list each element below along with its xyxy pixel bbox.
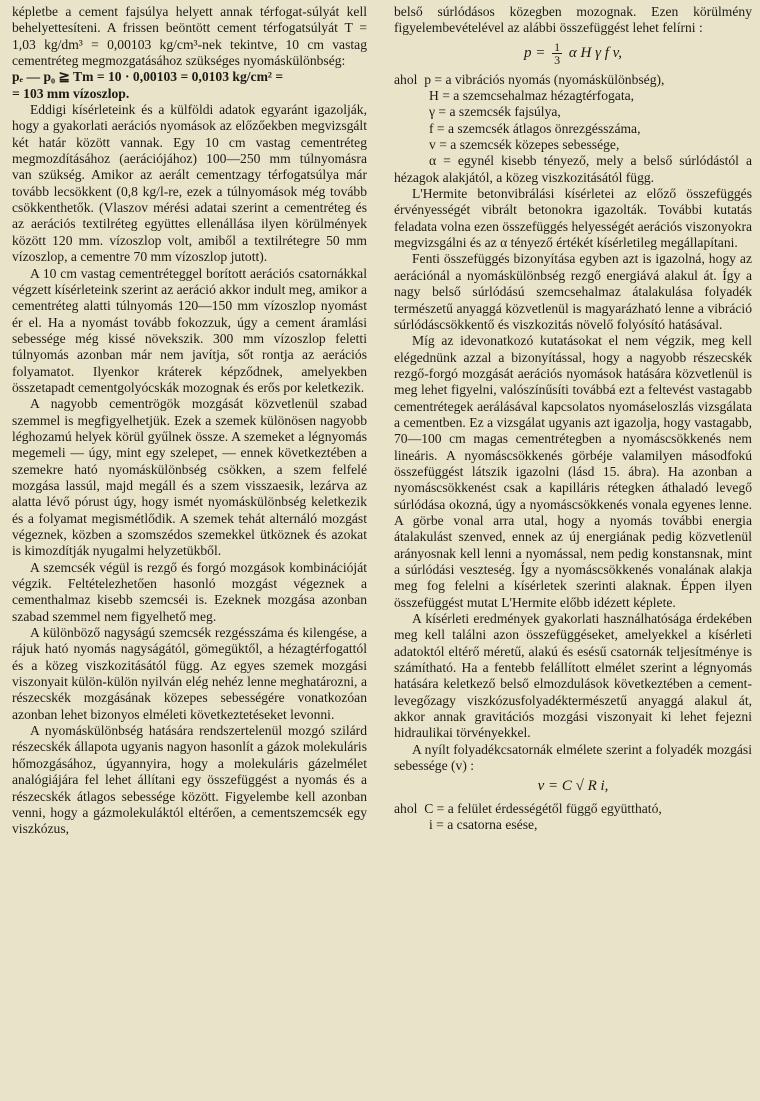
definition-item: i = a csatorna esése,	[429, 817, 538, 833]
formula-line: pₑ — p₀ ≧ Tm = 10 · 0,00103 = 0,0103 kg/cm² =	[12, 69, 284, 85]
equation-rhs: α H γ f v,	[568, 44, 622, 61]
fraction-denominator: 3	[554, 52, 561, 67]
definition-item: H = a szemcsehalmaz hézagtérfogata,	[429, 88, 635, 104]
paragraph: L'Hermite betonvibrálási kísérletei az előző összefüggés érvényességét vibrált betonokra igazolták. További kutatás feladata volna ezen összefüggés helyességét aerációs viszonyokra megvizsgálni és az α tényező értékét kísérletileg megállapítani.	[394, 186, 752, 251]
equation-fraction	[552, 41, 562, 66]
paragraph: A 10 cm vastag cementréteggel borított aerációs csatornákkal végzett kísérleteink szerint az aeráció akkor indult meg, amikor a cementréteg alatti túlnyomás 120—150 mm vízoszlop nyomást ér el. Ha a nyomást tovább fokozzuk, úgy a cement áramlási sebessége még kissé növekszik. 300 mm vízoszlop feletti túlnyomás azonban már nem javítja, sőt rontja az aerációs folyamatot. Ilyenkor kráterek képződnek, amelyekben összetapadt cementgolyócskák mozognak és erős por keletkezik.	[12, 265, 367, 395]
paragraph: A szemcsék végül is rezgő és forgó mozgások kombinációját végzik. Feltételezhetően hasonló mozgást végeznek a cementhalmaz kisebb szemcséi is. Ezeknek mozgása azonban szabad szemmel nem figyelhető meg.	[12, 559, 367, 624]
formula-result: = 103 mm vízoszlop.	[12, 85, 130, 101]
paragraph: A nagyobb cementrögök mozgását közvetlenül szabad szemmel is megfigyelhetjük. Ezek a szemek különösen nagyobb léghozamú helyek körül gyűlnek össze. A szemeket a légnyomás megemeli — úgy, mint egy szelepet, — ennek következtében a szemekre ható nyomáskülönbség csökken, a szem felfelé mozgása lassúl, majd megáll és a szem visszaesik, lezárva az alatta lévő pórust úgy, hogy ismét nyomáskülönbség keletkezik és a folyamat megismétlődik. A szemek tehát alternáló mozgást végeznek, közben a szomszédos szemekkel ütköznek és azokat is kimozdítják nyugalmi helyzetükből.	[12, 396, 367, 559]
definition-intro: ahol	[394, 71, 418, 87]
definition-list-2	[394, 801, 752, 834]
paragraph: képletbe a cement fajsúlya helyett annak térfogat-súlyát kell behelyettesíteni. A frissen beöntött cement térfogatsúlyát T = 1,03 kg/dm³ = 0,00103 kg/cm³-nek tekintve, 10 cm vastag cementréteg megmozgatásához szükséges nyomáskülönbség:	[12, 4, 367, 69]
definition-text: C = a felület érdességétől függő együttható,	[424, 800, 662, 816]
paragraph: Eddigi kísérleteink és a külföldi adatok egyaránt igazolják, hogy a gyakorlati aerációs nyomások az előzőekben megvizsgált két határ között vannak. Egy 10 cm vastag cementréteg megmozdításához (aerációjához) 100—250 mm túlnyomásra van szükség. Amikor az aerált cementzagy térfogatsúlya már tovább lecsökkent (0,8 kg/l-re, ezek a túlnyomások még tovább csökkenthetők. (Vlaszov mérési adatai szerint a cementréteg és az aerációs textilréteg együttes ellenállása ilyen körülmények között 120 mm. vízoszlop volt, amiből a textilrétegre 50 mm vízoszlop, a cementre 70 mm vízoszlop jutott).	[12, 102, 367, 265]
equation-lhs: p =	[524, 44, 546, 61]
definition-item: v = a szemcsék közepes sebessége,	[429, 137, 620, 153]
fraction-numerator: 1	[554, 39, 561, 54]
definition-item-alpha: α = egynél kisebb tényező, mely a belső súrlódástól a hézagok alakjától, a közeg viszkozitásától függ.	[394, 153, 752, 185]
left-column	[12, 4, 367, 838]
equation-flow-velocity: v = C √ R i,	[537, 778, 609, 795]
paragraph: A kísérleti eredmények gyakorlati használhatósága érdekében meg kell találni azon összefüggéseket, amelyekkel a kísérleti adatoktól eltérő méretű, alakú és esésű csatornák teljesítménye is számítható. Ha a fentebb felállított elmélet szerint a légnyomás hatására keletkező belső elmozdulások következtében a cement-levegőzagy viszkózusfolyadéktermészetű anyaggá alakul át, akkor annak gravitációs mozgási viszonyait ki lehet fejezni hidraulikai törvényekkel.	[394, 611, 752, 741]
definition-list	[394, 72, 752, 186]
paragraph: A különböző nagyságú szemcsék rezgésszáma és kilengése, a rájuk ható nyomás nagyságától, gömegüktől, a hézagtérfogattól és a közeg viszkozitásától függ. Az egyes szemek mozgási viszonyait külön-külön nyilván elég nehéz lenne meghatározni, a részecskék mozgásának közepes sebességére vonatkozóan azonban lehet bizonyos elméleti következtetéseket levonni.	[12, 625, 367, 722]
paragraph: Fenti összefüggés bizonyítása egyben azt is igazolná, hogy az aerációnál a nyomáskülönbség rezgő energiává alakul át. Így a nagy belső súrlódású szemcsehalmaz átalakulása folyadék természetű anyaggá közvetlenül is magyarázható lenne a vibráció súrlódáscsökkentő és viszkozitás növelő folyósító hatásával.	[394, 251, 752, 332]
definition-text: p = a vibrációs nyomás (nyomáskülönbség),	[424, 71, 665, 87]
paragraph: A nyomáskülönbség hatására rendszertelenül mozgó szilárd részecskék állapota ugyanis nagyon hasonlít a gázok molekuláris hőmozgásához, úgyannyira, hogy a molekuláris gázelmélet analógiájára fel lehet állítani egy összefüggést a nyomás és a részecskék átlagos sebessége között. Figyelembe kell azonban venni, hogy a gázmolekuláktól eltérően, a cementszemcsék egy viszkózus,	[12, 723, 367, 837]
paragraph: A nyílt folyadékcsatornák elmélete szerint a folyadék mozgási sebessége (v) :	[394, 741, 752, 774]
definition-item	[394, 72, 752, 88]
paragraph: belső súrlódásos közegben mozognak. Ezen körülmény figyelembevételével az alábbi összefüggést lehet felírni :	[394, 4, 752, 36]
definition-intro: ahol	[394, 800, 418, 816]
right-column	[394, 4, 752, 834]
definition-item: γ = a szemcsék fajsúlya,	[429, 104, 561, 120]
equation-vibration-pressure	[394, 41, 752, 66]
definition-item	[394, 801, 752, 817]
paragraph: Míg az idevonatkozó kutatásokat el nem végzik, meg kell elégednünk azzal a bizonyítással, hogy a nagyobb részecskék rezgő-forgó mozgását aerációs nyomások hatására közvetlenül is meg lehet figyelni, valószínűsíti továbbá ezt a feltevést vastagabb cementrétegek aerálásával kapcsolatos nyomáseloszlás vizsgálata a cementben. Ez a vizsgálat ugyanis azt igazolja, hogy vastagabb, 70—100 cm magas cementrétegben a nyomáscsökkenés nem lineáris. A nyomáscsökkenés görbéje valamilyen másodfokú összefüggést látszik igazolni (lásd 15. ábra). Ha azonban a nyomáscsökkenést csak a kapilláris rétegken áthaladó levegő súrlódása okozná, úgy a nyomáscsökkenés vonala egyenes lenne. A görbe vonal arra utal, hogy a nyomás további energia átalakulást szenved, ennek az új energiának pedig közvetlenül arányosnak kell lenni a nyomással, nem pedig konstansnak, mint a súrlódási veszteség. Így a nyomáscsökkenés vonalának alakja meg fog felelni a kísérletek szerinti alaknak. Éppen ilyen összefüggést mutat L'Hermite előbb idézett képlete.	[394, 333, 752, 610]
definition-item: f = a szemcsék átlagos önrezgésszáma,	[429, 120, 641, 136]
